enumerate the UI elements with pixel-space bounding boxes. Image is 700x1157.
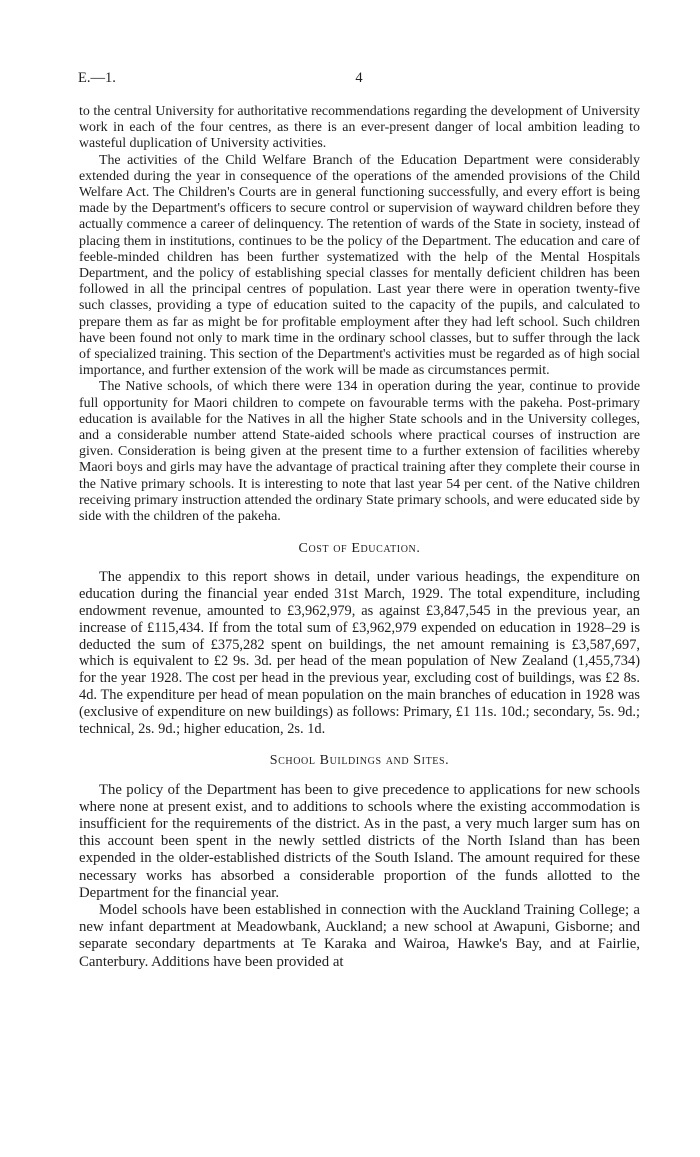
page-header xyxy=(78,70,640,92)
paragraph-model-schools: Model schools have been established in connection with the Auckland Training College; a new infant department at Meadowbank, Auckland; a new school at Awapuni, Gisborne; and separate secondary departments at Te Karaka and Wairoa, Hawke's Bay, and at Fairlie, Canterbury. Additions have been provided at xyxy=(79,902,640,970)
paragraph-native-schools: The Native schools, of which there were 134 in operation during the year, continue to provide full opportunity for Maori children to compete on favourable terms with the pakeha. Post-primary education is available for the Natives in all the higher State schools and in the University colleges, and a considerable number attend State-aided schools where practical courses of instruction are given. Consideration is being given at the present time to a further extension of facilities whereby Maori boys and girls may have the advantage of practical training after they complete their course in the Native primary schools. It is interesting to note that last year 54 per cent. of the Native children receiving primary instruction attended the ordinary State primary schools, and were educated side by side with the children of the pakeha. xyxy=(79,379,640,525)
paragraph-buildings-policy: The policy of the Department has been to give precedence to applications for new schools where none at present exist, and to additions to schools where the existing accommodation is insufficient for the requirements of the district. As in the past, a very much larger sum has on this account been spent in the newly settled districts of the North Island than has been expended in the older-established districts of the South Island. The amount required for these necessary works has absorbed a considerable proportion of the funds allotted to the Department for the financial year. xyxy=(79,781,640,901)
section-heading-school-buildings: School Buildings and Sites. xyxy=(269,753,450,769)
paragraph-university: to the central University for authoritative recommendations regarding the development of University work in each of the four centres, as there is an ever-present danger of local ambition leading to wasteful duplication of University activities. xyxy=(79,104,640,152)
page-number: 4 xyxy=(355,70,363,86)
section-heading-cost-of-education: Cost of Education. xyxy=(298,541,421,557)
document-body xyxy=(79,104,640,971)
document-reference: E.—1. xyxy=(78,70,116,86)
paragraph-cost-of-education: The appendix to this report shows in detail, under various headings, the expenditure on education during the financial year ended 31st March, 1929. The total expenditure, including endowment revenue, amounted to £3,962,979, as against £3,847,545 in the previous year, an increase of £115,434. If from the total sum of £3,962,979 expended on education in 1928–29 is deducted the sum of £375,282 spent on buildings, the net amount remaining is £3,587,697, which is equivalent to £2 9s. 3d. per head of the mean population of New Zealand (1,455,734) for the year 1928. The cost per head in the previous year, excluding cost of buildings, was £2 8s. 4d. The expenditure per head of mean population on the main branches of education in 1928 was (exclusive of expenditure on new buildings) as follows: Primary, £1 11s. 10d.; secondary, 5s. 9d.; technical, 2s. 9d.; higher education, 2s. 1d. xyxy=(79,569,640,737)
paragraph-child-welfare: The activities of the Child Welfare Branch of the Education Department were considerably extended during the year in consequence of the operations of the amended provisions of the Child Welfare Act. The Children's Courts are in general functioning successfully, and every effort is being made by the Department's officers to secure control or supervision of wayward children before they actually commence a career of delinquency. The retention of wards of the State in society, instead of placing them in institutions, continues to be the policy of the Department. The education and care of feeble-minded children has been further systematized with the help of the Mental Hospitals Department, and the policy of establishing special classes for mentally deficient children has been followed in all the principal centres of population. Last year there were in operation twenty-five such classes, providing a type of education suited to the capacity of the pupils, and calculated to prepare them as far as might be for profitable employment after they had left school. Such children have been found not only to mark time in the ordinary school classes, but to suffer through the lack of specialized training. This section of the Department's activities must be regarded as of high social importance, and further extension of the work will be made as circumstances permit. xyxy=(79,152,640,379)
